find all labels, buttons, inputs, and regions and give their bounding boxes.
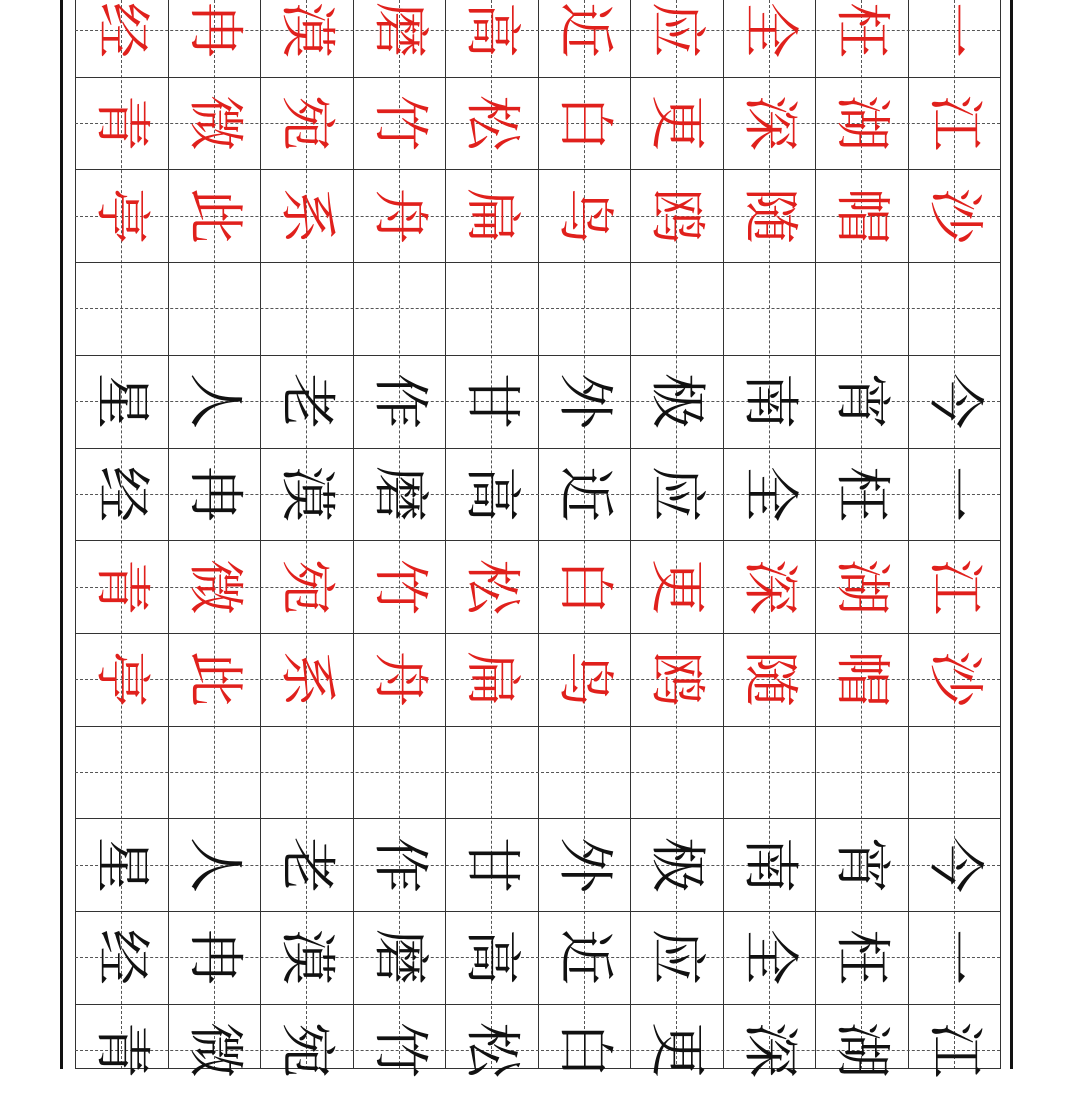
grid-hline (75, 726, 1000, 727)
practice-character: 磨 (367, 466, 432, 522)
practice-character: 磨 (367, 929, 432, 985)
practice-character: 枉 (829, 929, 894, 985)
practice-character: 帽 (829, 188, 894, 244)
practice-character: 青 (89, 559, 154, 615)
practice-character: 极 (644, 837, 709, 893)
practice-character: 系 (274, 188, 339, 244)
practice-character: 宛 (274, 1022, 339, 1078)
practice-character: 更 (644, 559, 709, 615)
practice-character: 冉 (182, 929, 247, 985)
practice-character: 竹 (367, 559, 432, 615)
practice-character: 更 (644, 1022, 709, 1078)
practice-character: 更 (644, 95, 709, 151)
practice-character: 经 (89, 929, 154, 985)
practice-character: 深 (737, 1022, 802, 1078)
practice-character: 鸟 (552, 651, 617, 707)
practice-character: 亭 (89, 651, 154, 707)
left-border (60, 0, 63, 1069)
practice-character: 应 (644, 466, 709, 522)
practice-character: 宵 (829, 837, 894, 893)
practice-character: 高 (459, 929, 524, 985)
practice-character: 全 (737, 466, 802, 522)
practice-character: 近 (552, 929, 617, 985)
practice-character: 白 (552, 1022, 617, 1078)
practice-character: 松 (459, 559, 524, 615)
practice-character: 漠 (274, 929, 339, 985)
practice-character: 全 (737, 2, 802, 58)
practice-character: 扁 (459, 651, 524, 707)
practice-character: 舟 (367, 651, 432, 707)
practice-character: 极 (644, 373, 709, 429)
practice-character: 江 (922, 559, 987, 615)
practice-character: 深 (737, 559, 802, 615)
practice-character: 此 (182, 651, 247, 707)
grid-vline (1000, 0, 1001, 1069)
practice-character: 作 (367, 373, 432, 429)
right-border (1010, 0, 1013, 1069)
practice-character: 青 (89, 95, 154, 151)
practice-character: 微 (182, 95, 247, 151)
practice-character: 星 (89, 837, 154, 893)
practice-character: 鸥 (644, 651, 709, 707)
practice-character: 沙 (922, 188, 987, 244)
practice-character: 老 (274, 373, 339, 429)
practice-character: 湖 (829, 559, 894, 615)
practice-character: 一 (922, 929, 987, 985)
practice-character: 漠 (274, 466, 339, 522)
practice-character: 经 (89, 2, 154, 58)
practice-character: 宛 (274, 559, 339, 615)
practice-character: 高 (459, 2, 524, 58)
practice-character: 微 (182, 1022, 247, 1078)
practice-character: 鸥 (644, 188, 709, 244)
practice-character: 枉 (829, 466, 894, 522)
practice-character: 扁 (459, 188, 524, 244)
practice-character: 漠 (274, 2, 339, 58)
practice-character: 冉 (182, 2, 247, 58)
practice-character: 竹 (367, 1022, 432, 1078)
practice-character: 人 (182, 373, 247, 429)
practice-character: 帽 (829, 651, 894, 707)
practice-character: 系 (274, 651, 339, 707)
practice-character: 外 (552, 373, 617, 429)
practice-character: 江 (922, 95, 987, 151)
practice-character: 南 (737, 373, 802, 429)
practice-character: 湖 (829, 1022, 894, 1078)
practice-character: 深 (737, 95, 802, 151)
practice-character: 全 (737, 929, 802, 985)
practice-character: 经 (89, 466, 154, 522)
practice-character: 星 (89, 373, 154, 429)
practice-character: 一 (922, 466, 987, 522)
practice-character: 近 (552, 2, 617, 58)
practice-character: 高 (459, 466, 524, 522)
practice-character: 白 (552, 95, 617, 151)
practice-character: 今 (922, 373, 987, 429)
practice-character: 随 (737, 651, 802, 707)
practice-character: 今 (922, 837, 987, 893)
practice-character: 江 (922, 1022, 987, 1078)
practice-character: 甘 (459, 373, 524, 429)
practice-character: 近 (552, 466, 617, 522)
practice-character: 鸟 (552, 188, 617, 244)
practice-character: 外 (552, 837, 617, 893)
practice-character: 一 (922, 2, 987, 58)
practice-character: 人 (182, 837, 247, 893)
practice-character: 应 (644, 2, 709, 58)
practice-character: 应 (644, 929, 709, 985)
practice-character: 松 (459, 1022, 524, 1078)
practice-character: 甘 (459, 837, 524, 893)
practice-character: 宛 (274, 95, 339, 151)
practice-character: 青 (89, 1022, 154, 1078)
practice-character: 沙 (922, 651, 987, 707)
practice-character: 松 (459, 95, 524, 151)
practice-character: 南 (737, 837, 802, 893)
practice-character: 随 (737, 188, 802, 244)
practice-character: 竹 (367, 95, 432, 151)
practice-character: 微 (182, 559, 247, 615)
grid-hline (75, 262, 1000, 263)
grid-hdash (75, 772, 1000, 773)
practice-character: 湖 (829, 95, 894, 151)
practice-character: 枉 (829, 2, 894, 58)
practice-character: 冉 (182, 466, 247, 522)
practice-character: 老 (274, 837, 339, 893)
practice-character: 此 (182, 188, 247, 244)
practice-character: 磨 (367, 2, 432, 58)
grid-hdash (75, 308, 1000, 309)
practice-character: 舟 (367, 188, 432, 244)
practice-character: 宵 (829, 373, 894, 429)
practice-character: 亭 (89, 188, 154, 244)
practice-character: 作 (367, 837, 432, 893)
practice-character: 白 (552, 559, 617, 615)
